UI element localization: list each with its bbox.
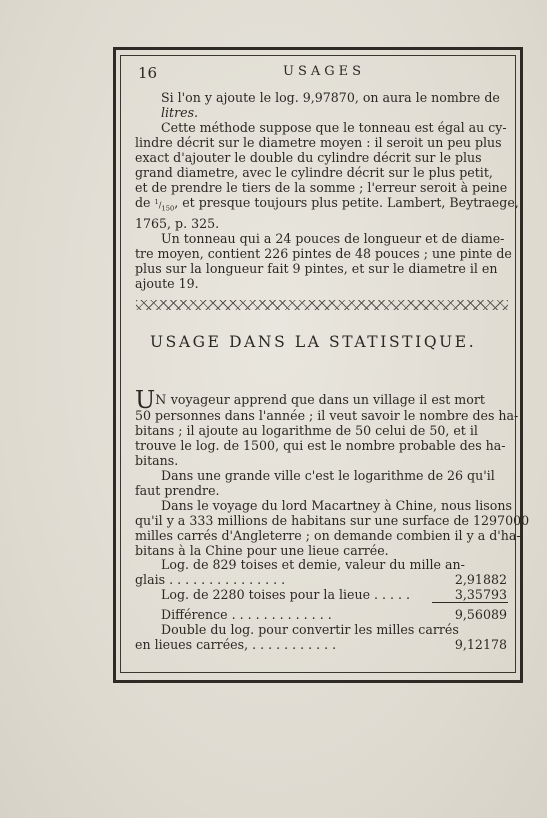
section-heading: USAGE DANS LA STATISTIQUE.: [150, 333, 477, 351]
text-line: de $^1/_{150}$ , et presque toujours plus petite. Lambert, Beytraege,: [135, 195, 507, 216]
sum-rule: [432, 602, 508, 603]
text-line: milles carrés d'Angleterre ; on demande combien il y a d'ha-: [135, 528, 521, 543]
text-line: U N voyageur apprend que dans un village il est mort: [135, 386, 485, 414]
page-header: [138, 64, 510, 82]
text-line: Si l'on y ajoute le log. 9,97870, on aura le nombre de: [161, 90, 500, 105]
running-title: USAGES: [282, 64, 366, 79]
text-line: bitans.: [135, 453, 179, 468]
text-line: et de prendre le tiers de la somme ; l'erreur seroit à peine: [135, 180, 508, 195]
text-line: exact d'ajouter le double du cylindre décrit sur le plus: [135, 150, 482, 165]
text-block-1: [135, 90, 519, 292]
table-row: Log. de 829 toises et demie, valeur du mille an-: [161, 557, 465, 572]
table-row: en lieues carrées, . . . . . . . . . . . 9,12178: [135, 637, 507, 652]
text-line: tre moyen, contient 226 pintes de 48 pouces ; une pinte de: [135, 246, 512, 262]
table-value: 9,56089: [454, 607, 507, 622]
text-line: litres.: [161, 105, 199, 120]
text-line: bitans à la Chine pour une lieue carrée.: [135, 543, 389, 558]
text-line: plus sur la longueur fait 9 pintes, et sur le diametre il en: [135, 261, 498, 277]
text-line: Dans une grande ville c'est le logarithme de 26 qu'il: [161, 468, 495, 483]
text-line: grand diametre, avec le cylindre décrit sur le plus petit,: [135, 165, 493, 180]
table-value: 2,91882: [454, 572, 507, 587]
text-line: Un tonneau qui a 24 pouces de longueur et de diame-: [161, 231, 505, 247]
table-row: Log. de 2280 toises pour la lieue . . . . . 3,35793: [161, 587, 507, 602]
text-line: ajoute 19.: [135, 276, 199, 292]
table-value: 9,12178: [454, 637, 507, 652]
decorative-rule: [136, 300, 508, 310]
table-row: Différence . . . . . . . . . . . . . 9,56089: [161, 607, 507, 622]
text-line: lindre décrit sur le diametre moyen : il seroit un peu plus: [135, 135, 502, 150]
drop-cap: U: [135, 386, 156, 414]
page-number: 16: [138, 64, 158, 82]
text-line: qu'il y a 333 millions de habitans sur une surface de 1297000: [135, 513, 530, 528]
text-line: Cette méthode suppose que le tonneau est égal au cy-: [161, 120, 507, 135]
text-line: Dans le voyage du lord Macartney à Chine, nous lisons: [161, 498, 512, 513]
table-value: 3,35793: [454, 587, 507, 602]
text-line: faut prendre.: [135, 483, 220, 498]
text-line: bitans ; il ajoute au logarithme de 50 celui de 50, et il: [135, 423, 478, 438]
text-line: 50 personnes dans l'année ; il veut savoir le nombre des ha-: [135, 408, 519, 423]
text-line: 1765, p. 325.: [135, 216, 220, 232]
table-row: glais . . . . . . . . . . . . . . . 2,91882: [135, 572, 507, 587]
fraction: $^1/_{150}$: [154, 198, 175, 213]
log-table: [135, 557, 507, 652]
text-line: trouve le log. de 1500, qui est le nombre probable des ha-: [135, 438, 506, 453]
text-block-2: [135, 386, 530, 558]
table-row: Double du log. pour convertir les milles carrés: [161, 622, 459, 637]
